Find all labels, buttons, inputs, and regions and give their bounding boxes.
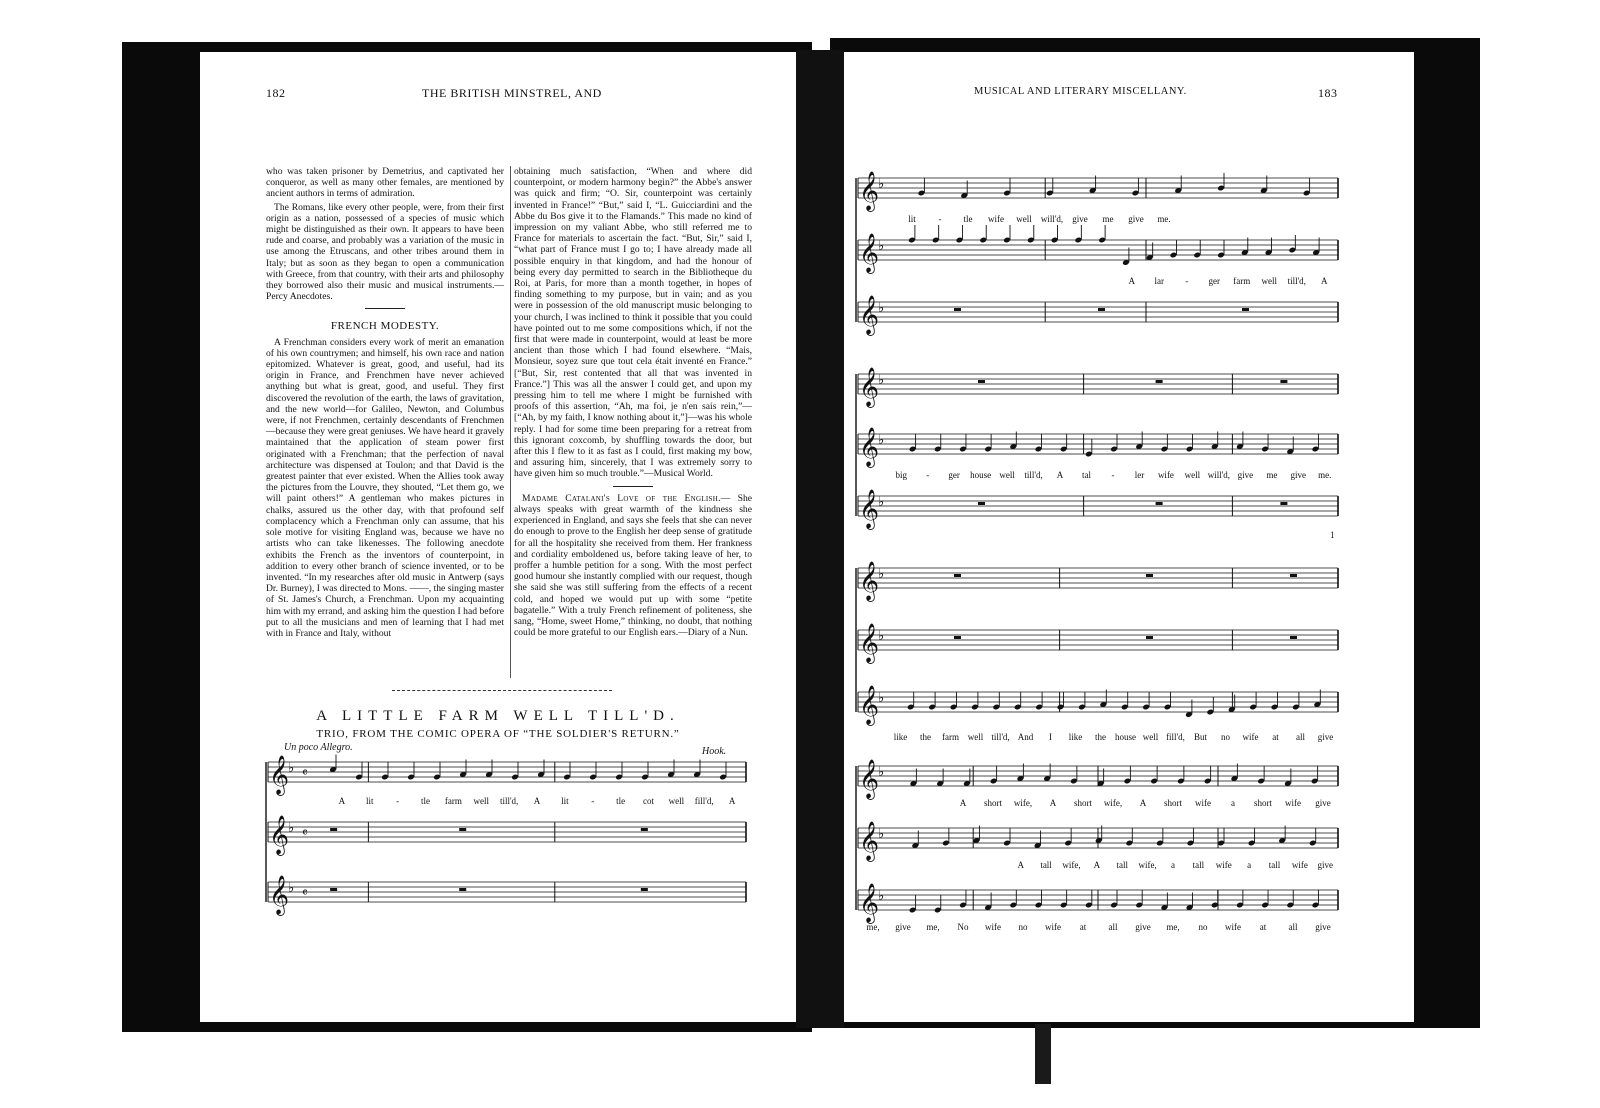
lyric-syllable: well (668, 796, 685, 806)
treble-clef: 𝄞 (269, 755, 290, 795)
lyric-syllable: tle (421, 796, 431, 806)
lyric-syllable: me (1266, 470, 1278, 480)
staff (858, 367, 1338, 408)
lyric-syllable: wife (1157, 470, 1174, 480)
lyric-syllable: A (1128, 276, 1135, 286)
treble-clef: 𝄞 (859, 759, 880, 799)
lyric-syllable: A (1056, 470, 1064, 480)
lyric-syllable: - (926, 470, 930, 480)
song-subtitle: TRIO, FROM THE COMIC OPERA OF “THE SOLDIER'S RETURN.” (316, 728, 680, 740)
lyric-syllable: at (1272, 732, 1279, 742)
whole-rest (1290, 574, 1297, 577)
treble-clef: 𝄞 (859, 427, 880, 467)
lyric-syllable: me, (866, 922, 880, 932)
lyric-syllable: give (1315, 798, 1331, 808)
staff (858, 623, 1338, 664)
lyric-syllable: wife (1215, 860, 1232, 870)
key-flat: ♭ (878, 239, 885, 254)
whole-rest (978, 380, 985, 383)
key-flat: ♭ (878, 373, 885, 388)
staff (858, 561, 1338, 602)
col1-para-1: who was taken prisoner by Demetrius, and captivated her conqueror, as well as many other females, are mentioned by ancient authors in terms of admiration. (266, 166, 504, 200)
lyric-syllable: short (1254, 798, 1272, 808)
lyric-syllable: farm (942, 732, 959, 742)
catalani-text: She always speaks with great warmth of the kindness she experienced in England, and says she feels that she can never do enough to prove to the English her deep sense of gratitude for all the hospitality she received from them. Her frankness and cordiality emboldened us, before taking leave of her, to proffer a humble petition for a song. With the most perfect good humour she instantly complied with our request, though she said she was still suffering from the effects of a recent cold, and hoped we would put up with some “petite bagatelle.” With a truly French refinement of politeness, she sang, “Home, sweet Home,” thinking, no doubt, that nothing could be more grateful to our English ears.—Diary of a Nun. (514, 492, 752, 639)
lyric-syllable: like (1068, 732, 1083, 742)
whole-rest (1156, 380, 1163, 383)
lyric-syllable: the (1095, 732, 1106, 742)
lyric-syllable: wife (985, 922, 1001, 932)
lyric-syllable: - (396, 796, 400, 806)
composer-credit: Hook. (702, 746, 727, 757)
lyric-syllable: me (1102, 214, 1114, 224)
lyric-syllable: lit (908, 214, 916, 224)
french-modesty-text: A Frenchman considers every work of merit an emanation of his own countrymen; and himself, his own race and nation epitomized. Whatever is great, good, and useful, had its origin in France, and Frenchmen have never achieved anything but what is great, good, and useful. They first discovered the revolution of the earth, the laws of gravitation, and the new world—for Galileo, Newton, and Columbus were, if not Frenchmen, certainly descendants of Frenchmen—because they were great geniuses. We have heard it gravely maintained that the application of steam power first originated with a Frenchman; that the perfection of naval architecture was dispensed at Toulon; and that David is the greatest painter that ever existed. When the Allies took away the pictures from the Louvre, they shouted, “Let them go, we will paint others!” A gentleman who makes pictures in chalks, assured us the other day, with that profound self complacency which a Frenchman only can assume, that his sole motive for visiting England was, because we have no artists who can take likenesses. The following anecdote exhibits the French as the inventors of counterpoint, in addition to every other branch of science invented, or to be invented. “In my researches after old music in Antwerp (says Dr. Burney), I was directed to Mons. ——, the singing master of St. James's Church, a Frenchman. Upon my acquainting him with my errand, and asking him the question I had before put to all the musicians and men of learning that I had met with in France and Italy, without (266, 336, 504, 639)
lyric-syllable: tall (1116, 860, 1128, 870)
staff (858, 427, 1338, 468)
whole-rest (954, 308, 961, 311)
lyric-syllable: till'd, (1024, 470, 1043, 480)
lyric-syllable: A (1093, 860, 1101, 870)
lyric-syllable: ger (1208, 276, 1220, 286)
lyric-syllable: wife, (1013, 798, 1033, 808)
lyric-syllable: tall (1192, 860, 1205, 870)
lyric-syllable: wife, (1138, 860, 1157, 870)
lyric-syllable: me, (1166, 922, 1180, 932)
lyric-syllable: cot (642, 796, 654, 806)
whole-rest (954, 574, 961, 577)
lyric-syllable: give (1072, 214, 1088, 224)
lyric-syllable: give (1290, 470, 1307, 480)
lyric-syllable: A (338, 796, 346, 806)
treble-clef: 𝄞 (859, 821, 880, 861)
lyric-syllable: A (1049, 798, 1057, 808)
lyric-syllable: well (1016, 214, 1032, 224)
key-flat: ♭ (878, 889, 885, 904)
left-running-head: THE BRITISH MINSTREL, AND (422, 86, 602, 100)
treble-clef: 𝄞 (859, 171, 880, 211)
lyric-syllable: wife (1285, 798, 1301, 808)
whole-rest (954, 636, 961, 639)
whole-rest (1280, 380, 1287, 383)
tempo-marking: Un poco Allegro. (284, 742, 353, 753)
lyric-syllable: at (1079, 922, 1087, 932)
whole-rest (1290, 636, 1297, 639)
lyric-syllable: A (533, 796, 541, 806)
treble-clef: 𝄞 (269, 815, 290, 855)
lyric-syllable: ler (1134, 470, 1145, 480)
key-flat: ♭ (878, 827, 885, 842)
treble-clef: 𝄞 (859, 295, 880, 335)
key-flat: ♭ (878, 691, 885, 706)
lyric-syllable: give (1128, 214, 1144, 224)
whole-rest (1146, 574, 1153, 577)
right-running-head: MUSICAL AND LITERARY MISCELLANY. (974, 86, 1187, 97)
lyric-syllable: tall (1040, 860, 1052, 870)
treble-clef: 𝄞 (859, 623, 880, 663)
lyric-syllable: me. (1318, 470, 1332, 480)
lyric-syllable: A (1139, 798, 1147, 808)
lyric-syllable: well (999, 470, 1015, 480)
lyric-syllable: tle (616, 796, 626, 806)
lyric-syllable: wife (1291, 860, 1308, 870)
key-flat: ♭ (878, 433, 885, 448)
lyric-syllable: big (895, 470, 907, 480)
key-flat: ♭ (878, 629, 885, 644)
lyric-syllable: short (984, 798, 1002, 808)
key-flat: ♭ (878, 177, 885, 192)
lyric-syllable: house (970, 470, 992, 480)
lyric-syllable: wife, (1103, 798, 1123, 808)
key-flat: ♭ (288, 761, 295, 776)
lyric-syllable: will'd, (1040, 214, 1064, 224)
lyric-syllable: no (1198, 922, 1208, 932)
lyric-syllable: at (1259, 922, 1267, 932)
whole-rest (1098, 308, 1105, 311)
lyric-syllable: give (1135, 922, 1151, 932)
lyric-syllable: no (1221, 732, 1230, 742)
lyric-syllable: give (1315, 922, 1331, 932)
lyric-syllable: ger (948, 470, 960, 480)
lyric-syllable: will'd, (1207, 470, 1231, 480)
key-flat: ♭ (878, 301, 885, 316)
lyric-syllable: fill'd, (1166, 732, 1185, 742)
lyric-syllable: wife (1242, 732, 1259, 742)
lyric-syllable: wife (988, 214, 1004, 224)
key-flat: ♭ (288, 821, 295, 836)
lyric-syllable: like (893, 732, 908, 742)
lyric-syllable: well (1184, 470, 1201, 480)
staff (858, 821, 1338, 862)
treble-clef: 𝄞 (269, 875, 290, 915)
staff (858, 295, 1338, 336)
lyric-syllable: a (1247, 860, 1252, 870)
lyric-syllable: a (1171, 860, 1175, 870)
lyric-syllable: give (1237, 470, 1254, 480)
lyric-syllable: till'd, (991, 732, 1010, 742)
lyric-syllable: wife (1225, 922, 1241, 932)
song-title: A LITTLE FARM WELL TILL'D. (316, 708, 680, 724)
staff (858, 171, 1338, 212)
lyric-syllable: give (1317, 732, 1334, 742)
lyric-syllable: till'd, (499, 796, 519, 806)
staff (858, 225, 1338, 274)
lyric-syllable: - (938, 214, 942, 224)
time-signature: 𝄴 (302, 886, 308, 901)
lyric-syllable: all (1108, 922, 1118, 932)
time-signature: 𝄴 (302, 766, 308, 781)
lyric-syllable: house (1115, 732, 1136, 742)
lyric-syllable: A (959, 798, 967, 808)
lyric-syllable: fill'd, (694, 796, 714, 806)
lyric-syllable: short (1164, 798, 1182, 808)
staff (858, 759, 1338, 800)
lyric-syllable: lar (1154, 276, 1164, 286)
treble-clef: 𝄞 (859, 367, 880, 407)
lyric-syllable: A (728, 796, 736, 806)
lyric-syllable: lit (561, 796, 569, 806)
lyric-syllable: farm (444, 796, 462, 806)
lyric-syllable: - (591, 796, 595, 806)
whole-rest (1242, 308, 1249, 311)
lyric-syllable: - (1185, 276, 1189, 286)
staff (858, 685, 1338, 726)
treble-clef: 𝄞 (859, 561, 880, 601)
lyric-syllable: tall (1268, 860, 1281, 870)
lyric-syllable: well (967, 732, 984, 742)
lyric-syllable: tle (963, 214, 973, 224)
lyric-syllable: a (1231, 798, 1235, 808)
treble-clef: 𝄞 (859, 685, 880, 725)
key-flat: ♭ (878, 567, 885, 582)
right-page-number: 183 (1318, 86, 1338, 100)
time-signature: 𝄴 (302, 826, 308, 841)
whole-rest (1146, 636, 1153, 639)
lyric-syllable: all (1288, 922, 1298, 932)
col2-para-1: obtaining much satisfaction, “When and where did counterpoint, or modern harmony begin?” the Abbe's answer was quick and firm; “O. Sir, counterpoint was certainly invented in France!” “But,” said I, “L. Guicciardini and the Abbe du Bos give it to the Flamands.” This made no kind of impression on my valiant Abbe, who still referred me to France for materials to ascertain the fact. “But, Sir,” said I, “what part of France must I go to; I have already made all possible enquiry in that kingdom, and had the honour of being every day permitted to search in the Bibliotheque du Roi, at Paris, for more than a month together, in hopes of finding something to my purpose, but in vain; and as you were in possession of the old manuscript music belonging to your church, I was inclined to think it possible that you could have pointed out to me some compositions which, if not the first that were made in counterpoint, would at least be more ancient than those which I had found elsewhere. “Mais, Monsieur, soyez sure que tout cela était inventé en France.” [“But, Sir, rest contented that all that was invented in France.”] This was all the answer I could get, and upon my pressing him to tell me where I might be furnished with proofs of this assertion, “Ah, ma foi, je n'en sais rein,”—[“Ah, by my faith, I know nothing about it,”]—was his whole reply. I had for some time been preparing for a retreat from this ignorant coxcomb, by shuffling towards the door, but after this I flew to it as fast as I could, first making my bow, and assuring him, sincerely, that I was extremely sorry to have given him so much trouble.”—Musical World. (514, 166, 752, 480)
key-flat: ♭ (288, 881, 295, 896)
treble-clef: 𝄞 (859, 883, 880, 923)
lyric-syllable: lit (366, 796, 374, 806)
catalani-heading: Madame Catalani's Love of the English.— (522, 492, 731, 504)
col1-para-2: The Romans, like every other people, were, from their first origin as a nation, possessed of a species of music which might be distinguished as their own. It appears to have been rude and coarse, and probably was a variation of the music in use among the Etruscans, and other tribes around them in Italy; but as soon as they began to open a communication with Greece, from that country, with their arts and philosophy they borrowed also their music and musical instruments.—Percy Anecdotes. (266, 201, 504, 303)
treble-clef: 𝄞 (859, 489, 880, 529)
lyric-syllable: well (1261, 276, 1277, 286)
lyric-syllable: tal (1082, 470, 1092, 480)
staff (858, 489, 1338, 530)
lyric-syllable: A (1321, 276, 1328, 286)
lyric-syllable: me. (1157, 214, 1171, 224)
lyric-syllable: farm (1233, 276, 1251, 286)
lyric-syllable: A (1017, 860, 1024, 870)
lyric-syllable: well (473, 796, 490, 806)
lyric-syllable: - (1111, 470, 1115, 480)
lyric-syllable: wife (1045, 922, 1061, 932)
lyric-syllable: the (920, 732, 931, 742)
bass-figure: 1 (1330, 530, 1335, 540)
key-flat: ♭ (878, 765, 885, 780)
lyric-syllable: But (1193, 732, 1208, 742)
lyric-syllable: well (1142, 732, 1159, 742)
key-flat: ♭ (878, 495, 885, 510)
whole-rest (978, 502, 985, 505)
lyric-syllable: No (957, 922, 969, 932)
lyric-syllable: wife (1195, 798, 1211, 808)
lyric-syllable: me, (926, 922, 940, 932)
whole-rest (1156, 502, 1163, 505)
lyric-syllable: till'd, (1287, 276, 1306, 286)
treble-clef: 𝄞 (859, 233, 880, 273)
lyric-syllable: wife, (1062, 860, 1081, 870)
lyric-syllable: short (1074, 798, 1092, 808)
whole-rest (1280, 502, 1287, 505)
lyric-syllable: all (1296, 732, 1305, 742)
lyric-syllable: no (1018, 922, 1028, 932)
lyric-syllable: I (1049, 732, 1052, 742)
left-page-number: 182 (266, 86, 286, 100)
staff (858, 883, 1338, 924)
lyric-syllable: And (1017, 732, 1034, 742)
french-modesty-heading: FRENCH MODESTY. (330, 320, 440, 333)
lyric-syllable: give (895, 922, 911, 932)
lyric-syllable: give (1317, 860, 1334, 870)
